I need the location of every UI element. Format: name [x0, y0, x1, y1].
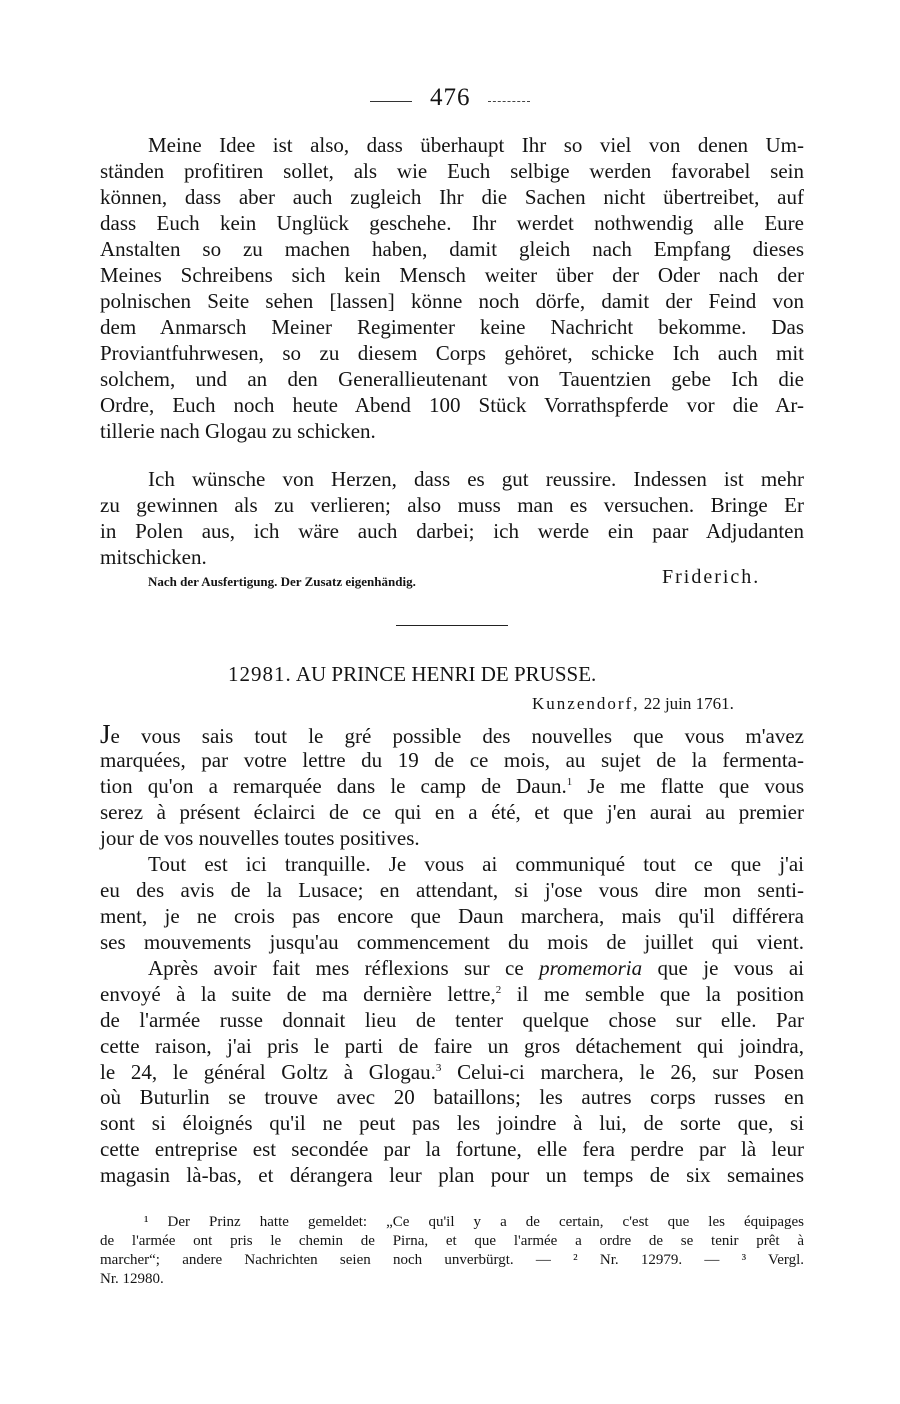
letter-heading — [228, 662, 596, 687]
paragraph-1 — [100, 132, 804, 444]
page-header — [0, 84, 900, 114]
text-line — [100, 774, 804, 800]
text-line: cette entreprise est secondée par la fortune, elle fera perdre par là leur — [100, 1137, 804, 1162]
text-line: können, dass aber auch zugleich Ihr die Sachen nicht übertreibet, auf — [100, 185, 804, 209]
text-line: tillerie nach Glogau zu schicken. — [100, 419, 376, 443]
footnote-line: Nr. 12980. — [100, 1271, 164, 1287]
text-line: jour de vos nouvelles toutes positives. — [100, 825, 420, 850]
text-line: ständen profitiren sollet, als wie Euch selbige werden favorabel sein — [100, 159, 804, 183]
text-line: sont si éloignés qu'il ne peut pas les joindre à lui, de sorte que, si — [100, 1111, 804, 1136]
text-line — [100, 1060, 804, 1086]
text-line — [100, 982, 804, 1008]
letter-date: 22 juin 1761. — [643, 694, 734, 713]
drop-capital: J — [100, 719, 111, 749]
text-line: dem Anmarsch Meiner Regimenter keine Nachricht bekomme. Das — [100, 315, 804, 339]
letter-recipient: AU PRINCE HENRI DE PRUSSE. — [295, 662, 597, 686]
text-line: solchem, und an den Generallieutenant von Tauentzien gebe Ich die — [100, 367, 804, 391]
text-line: Meine Idee ist also, dass überhaupt Ihr so viel von denen Um- — [148, 133, 804, 157]
text-line: Ich wünsche von Herzen, dass es gut reussire. Indessen ist mehr — [148, 467, 804, 491]
footnote-ref: 1 — [566, 775, 573, 788]
text-line: magasin là-bas, et dérangera leur plan pour un temps de six semaines — [100, 1163, 804, 1188]
footnote-ref: 2 — [495, 983, 502, 996]
text-line: Anstalten so zu machen haben, damit gleich nach Empfang dieses — [100, 237, 804, 261]
text-line: où Buturlin se trouve avec 20 bataillons; les autres corps russes en — [100, 1085, 804, 1110]
paragraph-5 — [100, 956, 804, 1189]
signature: Friderich. — [662, 566, 761, 588]
text-line: de l'armée russe donnait lieu de tenter quelque chose sur elle. Par — [100, 1007, 804, 1032]
text-line — [100, 719, 804, 749]
paragraph-2 — [100, 466, 804, 570]
paragraph-3 — [100, 719, 805, 851]
footnote-ref: 3 — [435, 1061, 442, 1074]
text-line: mitschicken. — [100, 545, 207, 569]
text-line: Tout est ici tranquille. Je vous ai communiqué tout ce que j'ai — [148, 852, 804, 876]
text-run: envoyé à la suite de ma dernière lettre, — [100, 981, 496, 1006]
text-run: il me semble que la position — [501, 981, 804, 1006]
footnote-line: marcher“; andere Nachrichten seien noch unverbürgt. — ² Nr. 12979. — ³ Vergl. — [100, 1252, 804, 1268]
text-line: marquées, par votre lettre du 19 de ce mois, au sujet de la fermenta- — [100, 747, 804, 772]
text-line: polnischen Seite sehen [lassen] könne noch dörfe, damit der Feind von — [100, 289, 804, 313]
text-line: cette raison, j'ai pris le parti de faire un gros détachement qui joindra, — [100, 1033, 804, 1058]
text-line — [100, 956, 804, 982]
text-line: in Polen aus, ich wäre auch darbei; ich werde ein paar Adjudanten — [100, 519, 804, 543]
text-run: Celui-ci marchera, le 26, sur Posen — [441, 1059, 804, 1084]
paragraph-4 — [100, 852, 804, 956]
italic-term: promemoria — [539, 956, 643, 980]
footnotes — [100, 1213, 804, 1289]
text-line: dass Euch kein Unglück geschehe. Ihr werdet nothwendig alle Eure — [100, 211, 804, 235]
text-line: ment, je ne crois pas encore que Daun marchera, mais qu'il différera — [100, 903, 804, 928]
text-run: le 24, le général Goltz à Glogau. — [100, 1059, 436, 1084]
text-line: ses mouvements jusqu'au commencement du mois de juillet qui vient. — [100, 929, 804, 954]
text-run: Après avoir fait mes réflexions sur ce — [148, 956, 540, 980]
text-line: eu des avis de la Lusace; en attendant, si j'ose vous dire mon senti- — [100, 877, 804, 902]
text-run: tion qu'on a remarquée dans le camp de Daun. — [100, 773, 567, 798]
source-note: Nach der Ausfertigung. Der Zusatz eigenhändig. — [148, 574, 416, 589]
page-number: 476 — [430, 84, 471, 111]
footnote-line: ¹ Der Prinz hatte gemeldet: „Ce qu'il y a de certain, c'est que les équipages — [144, 1214, 804, 1230]
text-line: Ordre, Euch noch heute Abend 100 Stück Vorrathspferde vor die Ar- — [100, 393, 804, 417]
letter-number: 12981. — [228, 662, 292, 686]
text-run: que je vous ai — [642, 956, 804, 980]
letter-date-line — [532, 694, 734, 714]
section-divider — [396, 625, 508, 626]
header-rule-right — [488, 101, 530, 102]
text-line: Meines Schreibens sich kein Mensch weiter über der Oder nach der — [100, 263, 804, 287]
text-run: Je me flatte que vous — [572, 773, 805, 798]
text-run: e vous sais tout le gré possible des nouvelles que vous m'avez — [110, 724, 804, 748]
text-line: zu gewinnen als zu verlieren; also muss man es versuchen. Bringe Er — [100, 493, 804, 517]
text-line: serez à présent éclairci de ce qui en a été, et que j'en aurai au premier — [100, 799, 804, 824]
footnote-line: de l'armée ont pris le chemin de Pirna, et que l'armée a ordre de se tenir prêt à — [100, 1233, 804, 1249]
text-line: Proviantfuhrwesen, so zu diesem Corps gehöret, schicke Ich auch mit — [100, 341, 804, 365]
header-rule-left — [370, 101, 412, 102]
letter-place: Kunzendorf, — [532, 694, 640, 713]
